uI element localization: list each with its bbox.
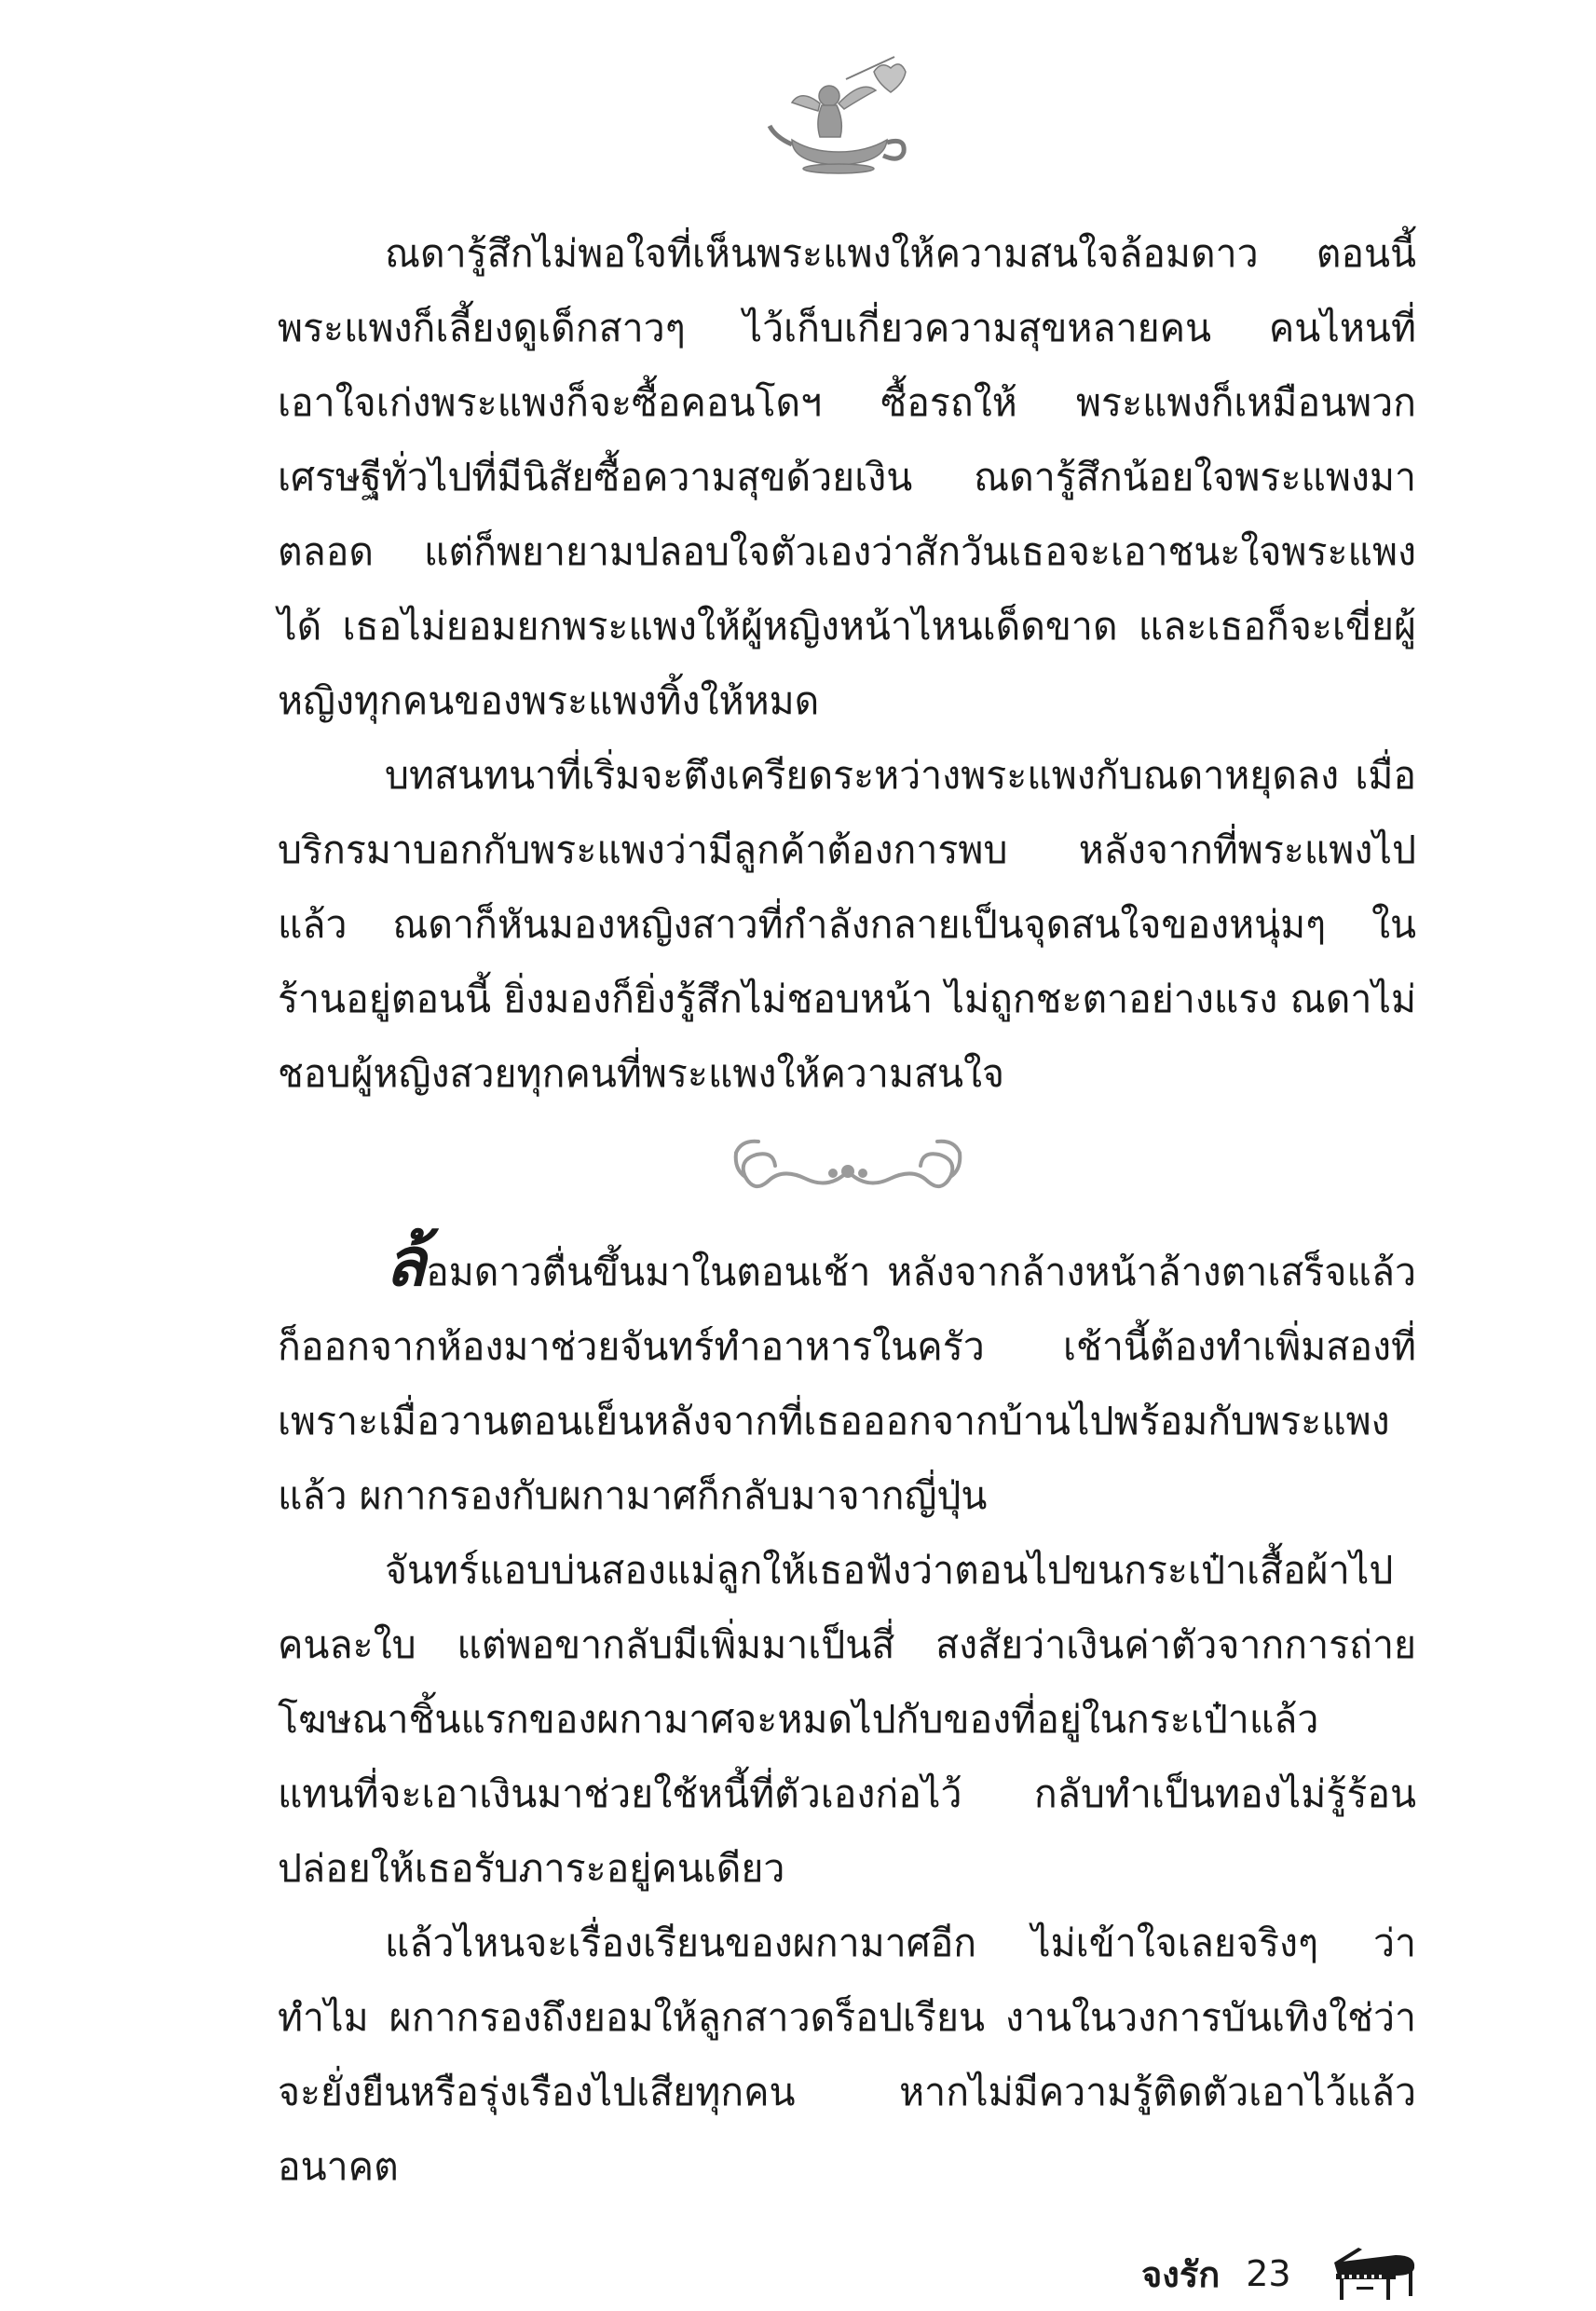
paragraph-opening	[278, 1223, 1416, 1533]
paragraph: จันทร์แอบบ่นสองแม่ลูกให้เธอฟังว่าตอนไปขนกระเป๋าเสื้อผ้าไปคนละใบ แต่พอขากลับมีเพิ่มมาเป็นสี่ สงสัยว่าเงินค่าตัวจากการถ่ายโฆษณาชิ้นแรกของผกามาศจะหมดไปกับของที่อยู่ในกระเป๋าแล้ว แทนที่จะเอาเงินมาช่วยใช้หนี้ที่ตัวเองก่อไว้ กลับทำเป็นทองไม่รู้ร้อน ปล่อยให้เธอรับภาระอยู่คนเดียว	[278, 1548, 1416, 1891]
running-title: จงรัก	[1141, 2253, 1221, 2295]
scroll-divider-icon	[717, 1132, 978, 1207]
page-footer	[1141, 2246, 1419, 2302]
text-block-top	[278, 216, 1416, 1111]
page-number: 23	[1246, 2253, 1291, 2294]
drop-cap-letter: ล้	[385, 1223, 427, 1301]
paragraph: บทสนทนาที่เริ่มจะตึงเครียดระหว่างพระแพงกับณดาหยุดลง เมื่อบริกรมาบอกกับพระแพงว่ามีลูกค้าต้องการพบ หลังจากที่พระแพงไปแล้ว ณดาก็หันมองหญิงสาวที่กำลังกลายเป็นจุดสนใจของหนุ่มๆ ในร้านอยู่ตอนนี้ ยิ่งมองก็ยิ่งรู้สึกไม่ชอบหน้า ไม่ถูกชะตาอย่างแรง ณดาไม่ชอบผู้หญิงสวยทุกคนที่พระแพงให้ความสนใจ	[278, 753, 1416, 1096]
text-block-bottom	[278, 1223, 1416, 2204]
paragraph: ณดารู้สึกไม่พอใจที่เห็นพระแพงให้ความสนใจล้อมดาว ตอนนี้ พระแพงก็เลี้ยงดูเด็กสาวๆ ไว้เก็บเกี่ยวความสุขหลายคน คนไหนที่เอาใจเก่งพระแพงก็จะซื้อคอนโดฯ ซื้อรถให้ พระแพงก็เหมือนพวกเศรษฐีทั่วไปที่มีนิสัยซื้อความสุขด้วยเงิน ณดารู้สึกน้อยใจพระแพงมาตลอด แต่ก็พยายามปลอบใจตัวเองว่าสักวันเธอจะเอาชนะใจพระแพงได้ เธอไม่ยอมยกพระแพงให้ผู้หญิงหน้าไหนเด็ดขาด และเธอก็จะเขี่ยผู้หญิงทุกคนของพระแพงทิ้งให้หมด	[278, 231, 1416, 723]
paragraph: แล้วไหนจะเรื่องเรียนของผกามาศอีก ไม่เข้าใจเลยจริงๆ ว่าทำไม ผกากรองถึงยอมให้ลูกสาวดร็อปเรียน งานในวงการบันเทิงใช่ว่าจะยั่งยืนหรือรุ่งเรืองไปเสียทุกคน หากไม่มีความรู้ติดตัวเอาไว้แล้วอนาคต	[278, 1921, 1416, 2189]
grand-piano-icon	[1330, 2246, 1419, 2302]
paragraph-opening-text: อมดาวตื่นขึ้นมาในตอนเช้า หลังจากล้างหน้าล้างตาเสร็จแล้ว ก็ออกจากห้องมาช่วยจันทร์ทำอาหารในครัว เช้านี้ต้องทำเพิ่มสองที่ เพราะเมื่อวานตอนเย็นหลังจากที่เธอออกจากบ้านไปพร้อมกับพระแพงแล้ว ผกากรองกับผกามาศก็กลับมาจากญี่ปุ่น	[278, 1250, 1416, 1518]
cupid-teapot-ornament-icon	[764, 51, 913, 177]
